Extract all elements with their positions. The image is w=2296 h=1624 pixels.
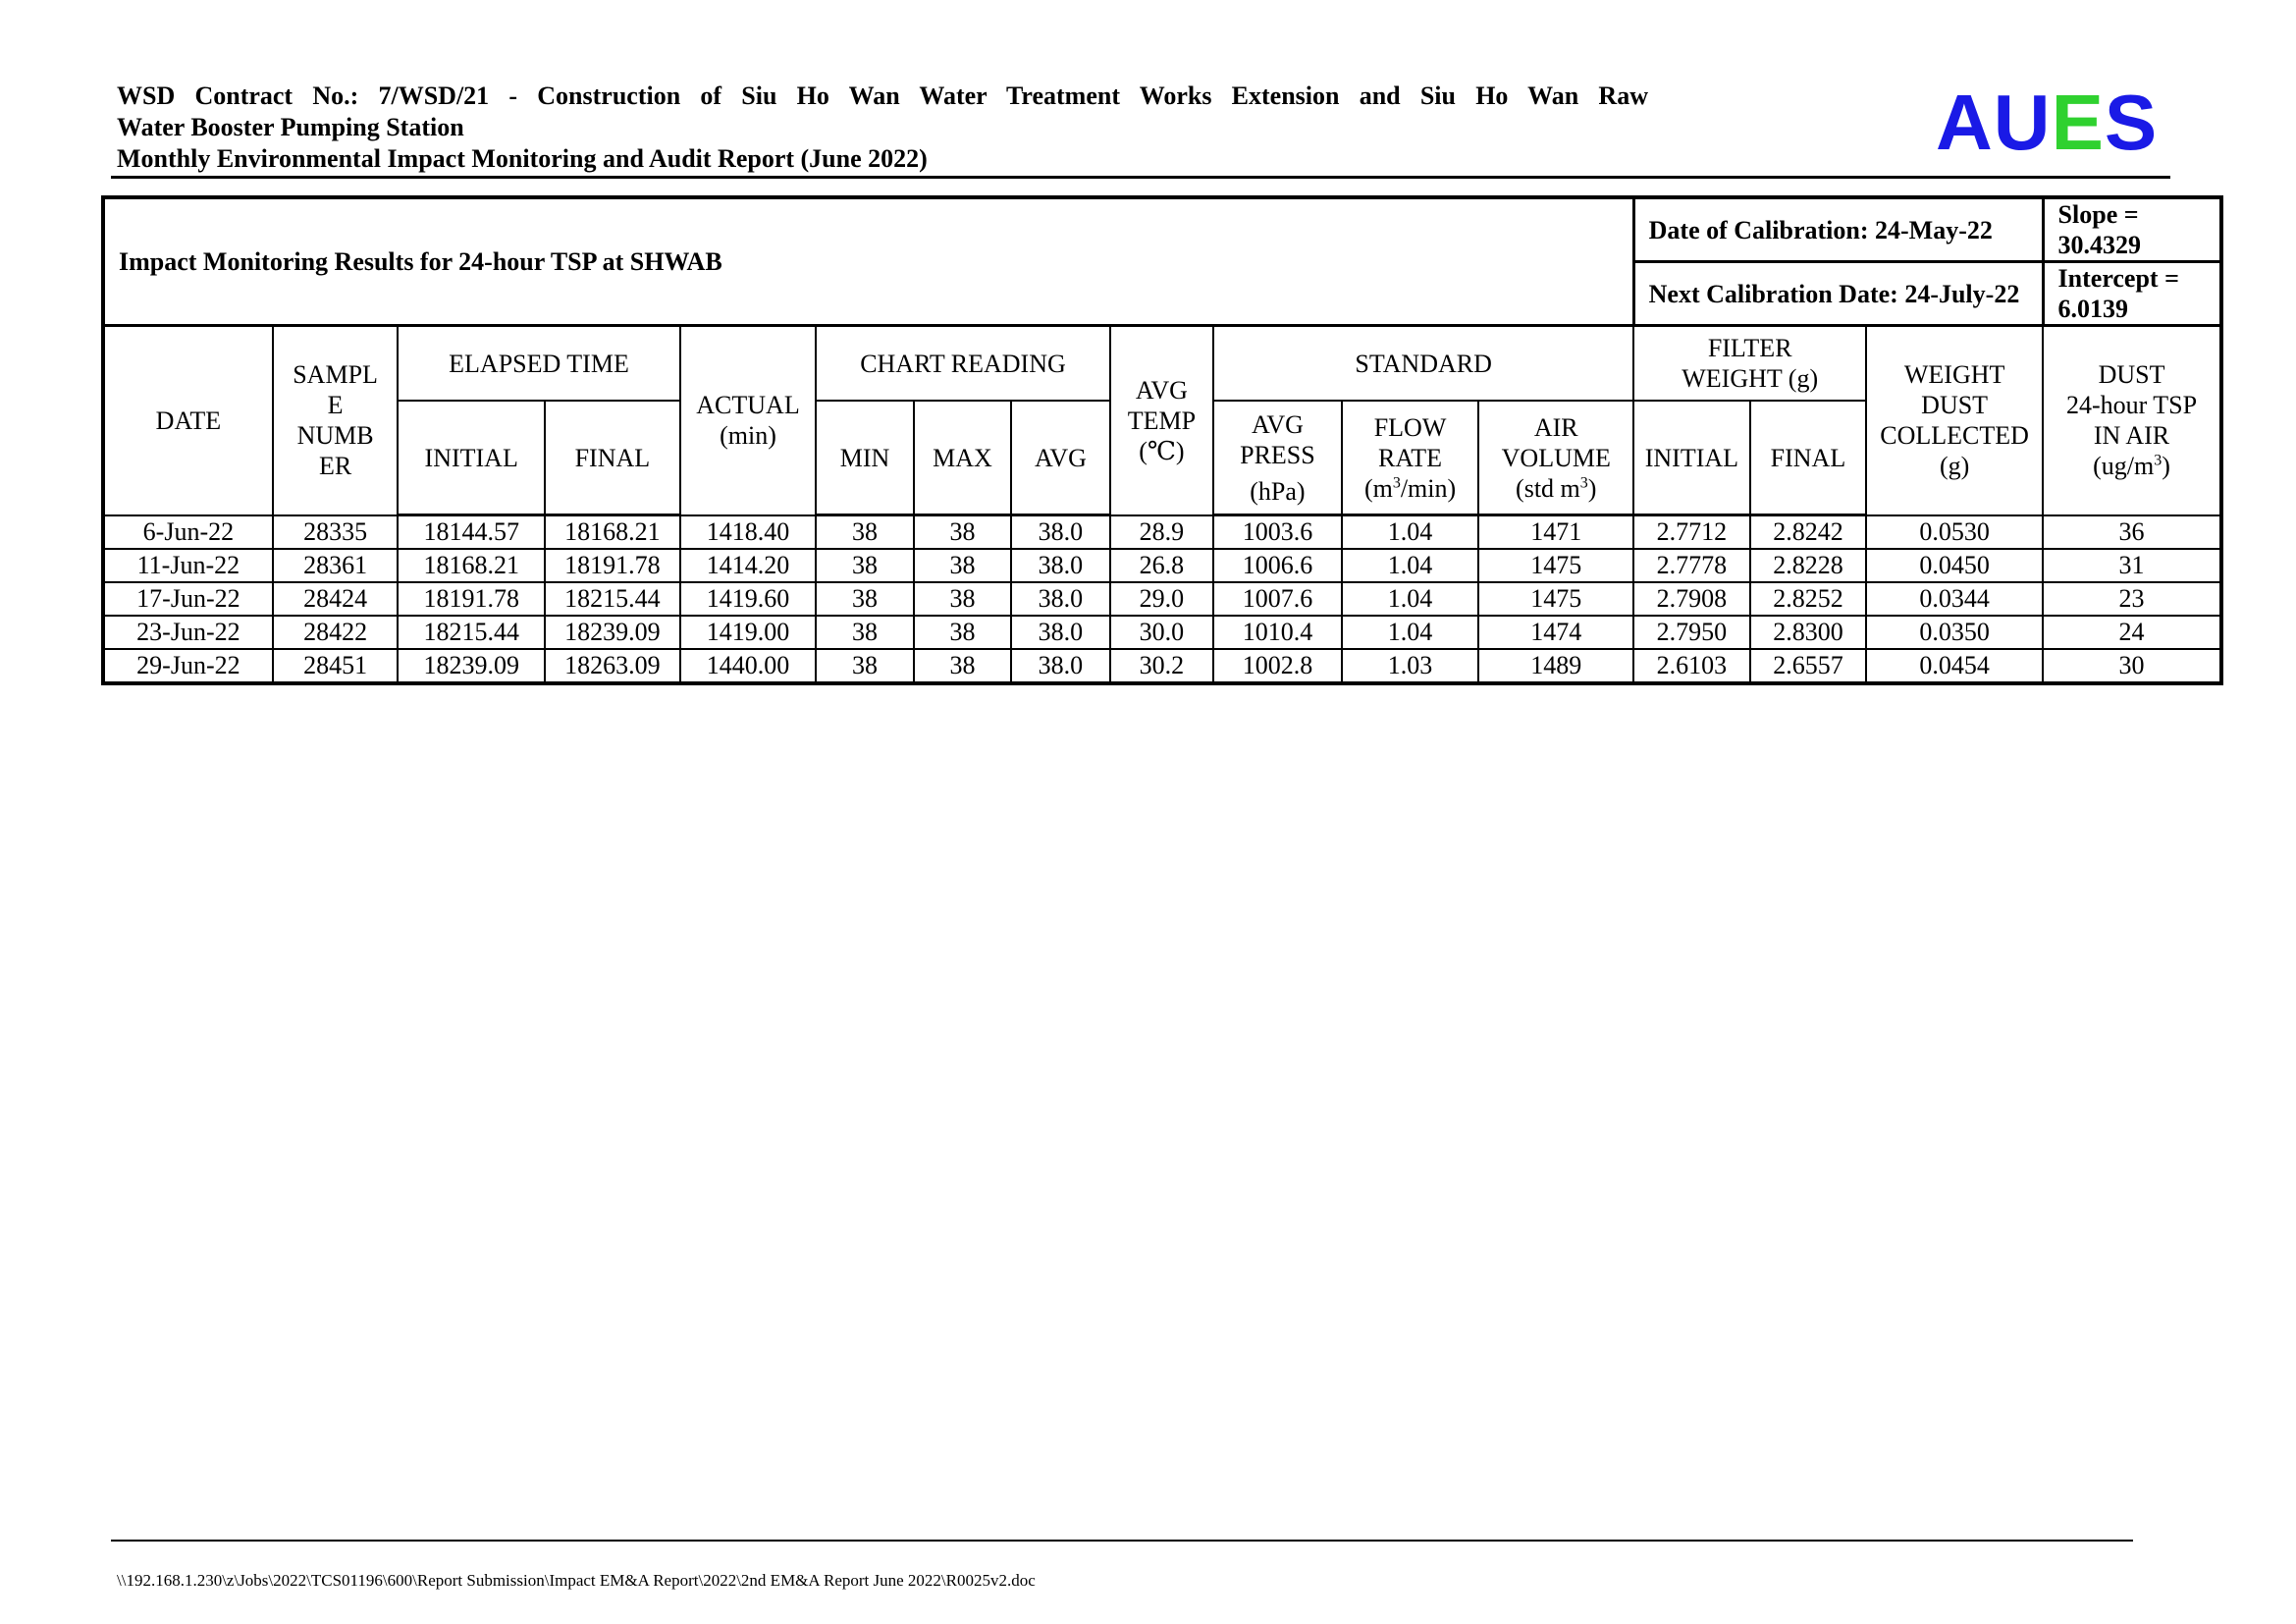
table-cell: 0.0454 <box>1866 649 2043 683</box>
table-cell: 38.0 <box>1011 649 1109 683</box>
table-cell: 38 <box>816 515 913 550</box>
tsp-results-table <box>101 195 2223 685</box>
col-header-air-volume: AIR VOLUME (std $m^3$) <box>1478 401 1633 515</box>
table-cell: 38 <box>914 515 1011 550</box>
table-cell: 0.0344 <box>1866 582 2043 616</box>
table-cell: 6-Jun-22 <box>103 515 273 550</box>
table-cell: 2.6103 <box>1633 649 1750 683</box>
table-cell: 1474 <box>1478 616 1633 649</box>
table-cell: 36 <box>2043 515 2221 550</box>
header-contract-line: WSD Contract No.: 7/WSD/21 - Construction of Siu Ho Wan Water Treatment Works Extension and Siu Ho Wan Raw <box>117 81 1648 110</box>
table-row <box>103 649 2221 683</box>
table-cell: 30 <box>2043 649 2221 683</box>
col-header-filter-final: FINAL <box>1750 401 1867 515</box>
table-cell: 38 <box>914 649 1011 683</box>
table-cell: 38 <box>816 582 913 616</box>
table-cell: 1.04 <box>1342 515 1479 550</box>
table-cell: 18239.09 <box>398 649 545 683</box>
logo-letter-u: U <box>1993 79 2052 166</box>
col-header-actual: ACTUAL (min) <box>680 326 817 515</box>
table-cell: 0.0450 <box>1866 549 2043 582</box>
table-cell: 1002.8 <box>1213 649 1342 683</box>
table-cell: 31 <box>2043 549 2221 582</box>
table-cell: 0.0530 <box>1866 515 2043 550</box>
table-cell: 28424 <box>273 582 399 616</box>
table-cell: 1.04 <box>1342 582 1479 616</box>
table-cell: 18239.09 <box>545 616 680 649</box>
table-cell: 18215.44 <box>398 616 545 649</box>
table-cell: 18191.78 <box>398 582 545 616</box>
table-cell: 23 <box>2043 582 2221 616</box>
table-cell: 24 <box>2043 616 2221 649</box>
footer-divider <box>111 1540 2133 1542</box>
table-cell: 1475 <box>1478 549 1633 582</box>
table-cell: 1418.40 <box>680 515 817 550</box>
table-cell: 2.8242 <box>1750 515 1867 550</box>
table-cell: 2.7950 <box>1633 616 1750 649</box>
header-divider <box>111 176 2170 179</box>
table-cell: 38 <box>914 582 1011 616</box>
table-cell: 1489 <box>1478 649 1633 683</box>
slope-value: Slope = 30.4329 <box>2043 197 2221 262</box>
table-cell: 18168.21 <box>545 515 680 550</box>
col-header-chart-min: MIN <box>816 401 913 515</box>
table-cell: 1471 <box>1478 515 1633 550</box>
table-row <box>103 582 2221 616</box>
table-cell: 17-Jun-22 <box>103 582 273 616</box>
table-cell: 38.0 <box>1011 616 1109 649</box>
table-cell: 1.04 <box>1342 616 1479 649</box>
table-cell: 30.0 <box>1110 616 1213 649</box>
table-cell: 38 <box>914 616 1011 649</box>
table-cell: 18215.44 <box>545 582 680 616</box>
table-title: Impact Monitoring Results for 24-hour TSP at SHWAB <box>103 197 1633 326</box>
report-header <box>117 81 1648 175</box>
col-header-standard: STANDARD <box>1213 326 1633 402</box>
col-header-avg-temp: AVG TEMP (℃) <box>1110 326 1213 515</box>
table-cell: 1010.4 <box>1213 616 1342 649</box>
table-cell: 18144.57 <box>398 515 545 550</box>
logo-letter-e: E <box>2051 79 2105 166</box>
logo-letter-a: A <box>1936 79 1994 166</box>
table-cell: 2.7778 <box>1633 549 1750 582</box>
table-cell: 28422 <box>273 616 399 649</box>
table-cell: 38.0 <box>1011 515 1109 550</box>
table-cell: 2.6557 <box>1750 649 1867 683</box>
table-cell: 1475 <box>1478 582 1633 616</box>
table-cell: 1006.6 <box>1213 549 1342 582</box>
col-header-filter-initial: INITIAL <box>1633 401 1750 515</box>
table-cell: 38 <box>816 649 913 683</box>
table-cell: 18191.78 <box>545 549 680 582</box>
col-header-elapsed-final: FINAL <box>545 401 680 515</box>
table-cell: 30.2 <box>1110 649 1213 683</box>
col-header-sample-number: SAMPL E NUMB ER <box>273 326 399 515</box>
table-cell: 38.0 <box>1011 582 1109 616</box>
table-cell: 28.9 <box>1110 515 1213 550</box>
table-cell: 1414.20 <box>680 549 817 582</box>
table-cell: 38 <box>816 549 913 582</box>
table-cell: 1003.6 <box>1213 515 1342 550</box>
table-cell: 28451 <box>273 649 399 683</box>
col-header-filter-weight: FILTER WEIGHT (g) <box>1633 326 1866 402</box>
table-cell: 2.8228 <box>1750 549 1867 582</box>
table-cell: 1.04 <box>1342 549 1479 582</box>
table-cell: 29.0 <box>1110 582 1213 616</box>
table-cell: 28361 <box>273 549 399 582</box>
header-row-1 <box>103 326 2221 402</box>
col-header-weight-dust: WEIGHT DUST COLLECTED (g) <box>1866 326 2043 515</box>
col-header-chart-reading: CHART READING <box>816 326 1109 402</box>
col-header-elapsed-time: ELAPSED TIME <box>398 326 679 402</box>
table-cell: 0.0350 <box>1866 616 2043 649</box>
table-cell: 28335 <box>273 515 399 550</box>
table-cell: 18263.09 <box>545 649 680 683</box>
table-title-row <box>103 197 2221 262</box>
footer-file-path: \\192.168.1.230\z\Jobs\2022\TCS01196\600\Report Submission\Impact EM&A Report\2022\2nd EM&A Report June 2022\R0025v2.doc <box>117 1571 1036 1590</box>
table-cell: 1.03 <box>1342 649 1479 683</box>
table-cell: 38 <box>816 616 913 649</box>
col-header-date: DATE <box>103 326 273 515</box>
col-header-dust-tsp: DUST 24-hour TSP IN AIR $(ug/m^3)$ <box>2043 326 2221 515</box>
table-cell: 38 <box>914 549 1011 582</box>
table-cell: 38.0 <box>1011 549 1109 582</box>
col-header-chart-max: MAX <box>914 401 1011 515</box>
table-cell: 18168.21 <box>398 549 545 582</box>
table-cell: 2.7712 <box>1633 515 1750 550</box>
table-cell: 23-Jun-22 <box>103 616 273 649</box>
table-cell: 2.8252 <box>1750 582 1867 616</box>
table-cell: 26.8 <box>1110 549 1213 582</box>
header-project-line: Water Booster Pumping Station <box>117 113 464 141</box>
col-header-flow-rate: FLOW RATE $(m^3/\min)$ <box>1342 401 1479 515</box>
col-header-chart-avg: AVG <box>1011 401 1109 515</box>
table-cell: 1419.00 <box>680 616 817 649</box>
next-calibration-date: Next Calibration Date: 24-July-22 <box>1633 262 2043 326</box>
table-cell: 1419.60 <box>680 582 817 616</box>
logo-letter-s: S <box>2104 79 2159 166</box>
table-cell: 2.7908 <box>1633 582 1750 616</box>
table-cell: 1007.6 <box>1213 582 1342 616</box>
table-row <box>103 515 2221 550</box>
table-row <box>103 616 2221 649</box>
table-cell: 2.8300 <box>1750 616 1867 649</box>
aues-logo <box>1936 79 2158 167</box>
table-cell: 11-Jun-22 <box>103 549 273 582</box>
table-cell: 1440.00 <box>680 649 817 683</box>
col-header-avg-press: AVG PRESS (hPa) <box>1213 401 1342 515</box>
header-report-title: Monthly Environmental Impact Monitoring and Audit Report (June 2022) <box>117 144 928 173</box>
intercept-value: Intercept = 6.0139 <box>2043 262 2221 326</box>
calibration-date: Date of Calibration: 24-May-22 <box>1633 197 2043 262</box>
table-body <box>103 515 2221 684</box>
table-row <box>103 549 2221 582</box>
col-header-elapsed-initial: INITIAL <box>398 401 545 515</box>
table-cell: 29-Jun-22 <box>103 649 273 683</box>
